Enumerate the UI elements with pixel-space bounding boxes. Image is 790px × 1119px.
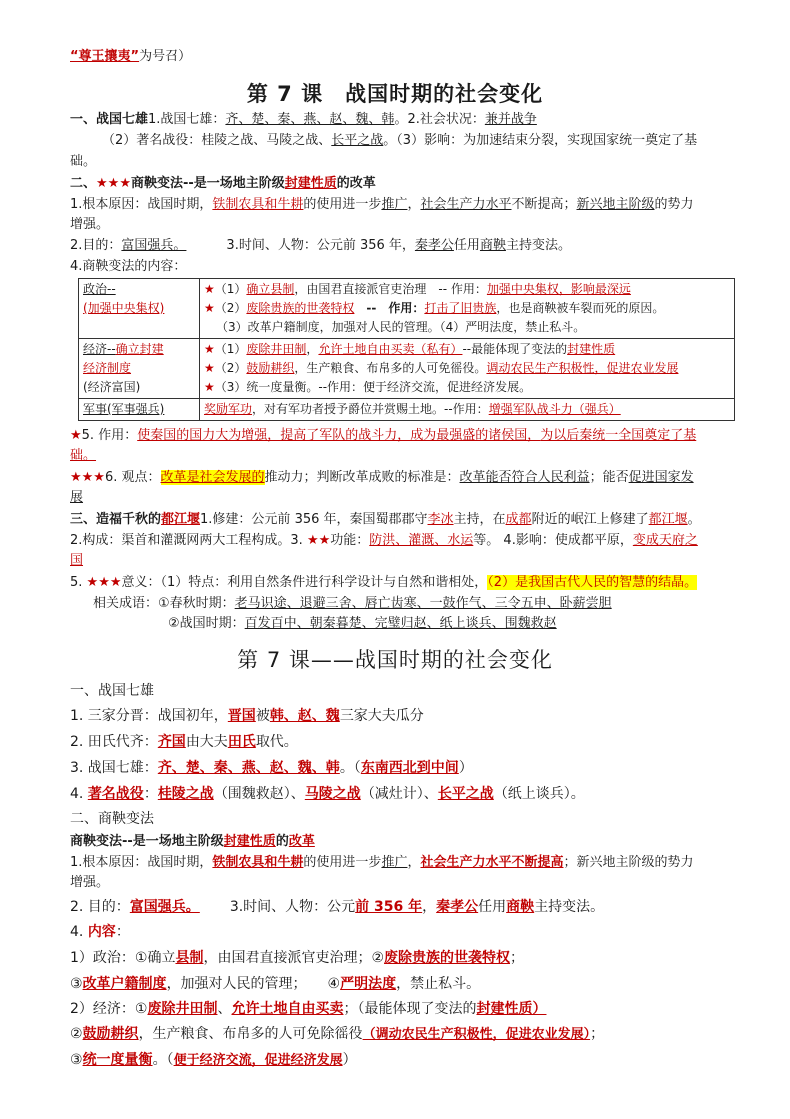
s2-root2	[70, 215, 750, 235]
t-text: （1）	[214, 342, 247, 356]
s3-heading-b: 都江堰	[161, 512, 201, 527]
p2-gz	[70, 1023, 750, 1046]
view-d: 改革能否符合人民利益	[459, 470, 590, 485]
t-text: --最能体现了变法的	[462, 342, 568, 356]
p2-hu	[70, 973, 750, 995]
t-text: 奖励军功	[204, 402, 253, 416]
s3-text: 附近的岷江上修建了	[531, 512, 649, 527]
s1-line1	[70, 110, 750, 130]
table-row	[79, 279, 735, 339]
star-icon: ★	[204, 361, 215, 375]
p2-goal	[70, 896, 750, 918]
s3-text: 国	[70, 553, 84, 568]
p2-text: 秦孝公	[436, 899, 479, 915]
t-text: ，由国君直接派官吏治理 -- 作用：	[294, 282, 487, 296]
t-text: ，	[306, 342, 319, 356]
s3-text: 变成天府之	[632, 533, 698, 548]
effect-line2	[70, 446, 750, 466]
content-label: 4.商鞅变法的内容：	[70, 259, 187, 274]
changping: 长平之战	[437, 786, 494, 802]
t-text: （3）统一度量衡。--作用：便于经济交流，促进经济发展。	[214, 380, 532, 394]
s1-line2	[102, 131, 750, 151]
t-text: 封建性质	[567, 342, 616, 356]
seven-states: 齐、楚、秦、燕、赵、魏、韩	[225, 112, 395, 127]
goal: 富国强兵。	[121, 238, 187, 253]
label-politics-b: (加强中央集权)	[83, 301, 165, 315]
label-mil: 军事(军事强兵)	[83, 402, 165, 416]
p2-l2	[70, 731, 750, 753]
top-note-rest: 为号召）	[139, 49, 192, 64]
s3-text: 意义：（1）特点：利用自然条件进行科学设计与自然和谐相处，	[121, 575, 488, 590]
star-icon: ★	[204, 380, 215, 394]
s1-text-b: 。2.社会状况：	[394, 112, 485, 127]
p2-text: （围魏救赵）、	[213, 786, 305, 802]
p2-text: 的使用进一步	[303, 855, 382, 870]
s1-text: 1.战国七雄：	[148, 112, 226, 127]
p2-content	[70, 921, 750, 943]
idioms-warring: 百发百中、朝秦暮楚、完璧归赵、纸上谈兵、围魏救赵	[244, 616, 557, 631]
idiom-line2	[168, 614, 750, 634]
view-b: 改革是社会发展的	[160, 470, 265, 485]
p2-eco	[70, 998, 750, 1020]
guiling: 桂陵之战	[157, 786, 214, 802]
star-icon: ★★★	[96, 176, 131, 191]
p2-text: 1）政治：①确立	[70, 950, 176, 966]
view-c: 推动力；判断改革成败的标准是：	[264, 470, 460, 485]
p2-text: ；	[590, 1026, 605, 1042]
star-icon: ★★★	[86, 575, 122, 590]
p2-text: ，生产粮食、布帛多的人可免除徭役	[138, 1026, 363, 1042]
s3-line1	[70, 510, 750, 530]
p2-text: 4.	[70, 924, 88, 940]
p2-text: 废除井田制	[147, 1001, 218, 1017]
root-e: 社会生产力水平	[420, 197, 512, 212]
p2-text: 3. 战国七雄：	[70, 760, 158, 776]
p2-text: 封建性质	[223, 834, 276, 849]
p2-text: 内容	[87, 924, 116, 940]
social-status: 兼并战争	[484, 112, 537, 127]
p2-text: （减灶计）、	[360, 786, 438, 802]
p2-text: 富国强兵。	[129, 899, 200, 915]
root-i: 增强。	[70, 217, 110, 232]
t-text: ，也是商鞅被车裂而死的原因。	[496, 301, 665, 315]
p2-text: 的	[275, 834, 289, 849]
functions: 防洪、灌溉、水运	[369, 533, 474, 548]
p2-text: 1.根本原因：战国时期，	[70, 855, 213, 870]
effect-d: 础。	[70, 448, 97, 463]
row-content	[200, 339, 735, 399]
top-note	[70, 47, 750, 67]
p2-text: ，加强对人民的管理； ④	[166, 976, 341, 992]
p2-text: 、	[217, 1001, 232, 1017]
p2-text: ，	[407, 855, 421, 870]
p2-text: （调动农民生产积极性，促进农业发展）	[362, 1027, 591, 1042]
root-tools: 铁制农具和牛耕	[212, 197, 304, 212]
p2-text: 严明法度	[340, 976, 397, 992]
p2-text: 1. 三家分晋：战国初年，	[70, 708, 228, 724]
person: 秦孝公	[414, 238, 454, 253]
p2-text: 社会生产力水平不断提高	[420, 855, 564, 870]
t-text: 废除贵族的世袭特权	[246, 301, 355, 315]
page-title: 第 7 课 战国时期的社会变化	[246, 82, 544, 106]
page-title-2: 第 7 课——战国时期的社会变化	[237, 648, 553, 672]
p2-pol	[70, 947, 750, 969]
root-d: ，	[407, 197, 421, 212]
s2-title: 商鞅变法--是一场地主阶级	[130, 176, 285, 191]
p2-text: 县制	[175, 950, 204, 966]
view-line	[70, 468, 750, 488]
s3-text: 等。 4.影响：使成都平原，	[473, 533, 633, 548]
t-text: （1）	[214, 282, 247, 296]
s2-goal	[70, 236, 750, 256]
chengdu: 成都	[505, 512, 532, 527]
p2-text: 任用	[478, 899, 507, 915]
p2-text: （纸上谈兵）。	[493, 786, 585, 802]
p2-text: ）	[458, 760, 473, 776]
p2-text: 允许土地自由买卖	[231, 1001, 344, 1017]
root-g: 新兴地主阶级	[576, 197, 655, 212]
p2-text: 2）经济：①	[70, 1001, 148, 1017]
label-politics: 政治--	[83, 282, 116, 296]
s3-text: 2.构成：渠首和灌溉网两大工程构成。3.	[70, 533, 307, 548]
s2-root	[70, 195, 750, 215]
battles-label: （2）著名战役：桂陵之战、马陵之战、	[102, 133, 332, 148]
p2-text: ③	[70, 1052, 83, 1068]
effect-line	[70, 426, 750, 446]
battles: 著名战役	[87, 786, 144, 802]
s2-title-end: 的改革	[336, 176, 376, 191]
idiom-line1	[93, 594, 750, 614]
effect-label: 5. 作用：	[81, 428, 138, 443]
s3-line3	[70, 551, 750, 571]
effect-b: 使秦国的国力大为增强，提高了军队的战斗力，成为最强盛的诸侯国，	[137, 428, 541, 443]
three-families: 韩、赵、魏	[269, 708, 340, 724]
t-text: 增强军队战斗力（强兵）	[488, 402, 621, 416]
view-e: ；能否	[589, 470, 629, 485]
p2-text: 鼓励耕织	[82, 1026, 139, 1042]
p2-text: ；	[510, 950, 525, 966]
jin: 晋国	[227, 708, 256, 724]
s3-text: 主持，在	[453, 512, 506, 527]
table-row	[79, 399, 735, 421]
li-bing: 李冰	[427, 512, 454, 527]
battle-changping: 长平之战	[331, 133, 384, 148]
star-icon: ★	[70, 428, 82, 443]
p2-text: 。（	[339, 760, 361, 776]
s1-effect: 。（3）影响：为加速结束分裂，实现国家统一奠定了基	[383, 133, 698, 148]
root-h: 的势力	[654, 197, 694, 212]
p2-text: 推广	[381, 855, 408, 870]
p2-text: 商鞅	[506, 899, 535, 915]
p2-text: ，禁止私斗。	[396, 976, 481, 992]
idiom-label-2: ②战国时期：	[168, 616, 245, 631]
root-c: 推广	[381, 197, 408, 212]
s2-title-u: 封建性质	[284, 176, 337, 191]
t-text: 打击了旧贵族	[424, 301, 497, 315]
t-text: -- 作用：	[354, 301, 425, 315]
label-eco-d: (经济富国)	[83, 380, 141, 394]
time-label: 3.时间、人物：公元前 356 年，	[226, 238, 415, 253]
p2-text: 被	[255, 708, 270, 724]
s3-text: 。	[687, 512, 701, 527]
star-icon: ★★	[306, 533, 331, 548]
p2-text: 铁制农具和牛耕	[212, 855, 304, 870]
time-b: 任用	[453, 238, 480, 253]
t-text: ，生产粮食、布帛多的人可免徭役。	[294, 361, 487, 375]
t-text: 允许土地自由买卖（私有）	[318, 342, 463, 356]
p2-text: 由大夫	[185, 734, 228, 750]
slogan: “尊王攘夷”	[70, 49, 140, 64]
qi: 齐国	[157, 734, 186, 750]
s3-highlight: （2）是我国古代人民的智慧的结晶。	[487, 575, 698, 590]
effect-c: 为以后秦统一全国奠定了基	[540, 428, 697, 443]
t-text: 确立县制	[246, 282, 295, 296]
root-f: 不断提高；	[511, 197, 577, 212]
p2-dl	[70, 1049, 750, 1072]
star-icon: ★	[204, 301, 215, 315]
seven: 齐、楚、秦、燕、赵、魏、韩	[157, 760, 340, 776]
p2-l1	[70, 705, 750, 727]
p2-text: 2. 田氏代齐：	[70, 734, 158, 750]
p2-h2: 二、商鞅变法	[70, 811, 154, 827]
view-label: 6. 观点：	[104, 470, 161, 485]
p2-text: 废除贵族的世袭特权	[384, 950, 511, 966]
p2-text: 4.	[70, 786, 88, 802]
s2-num: 二、	[70, 176, 97, 191]
t-text: （3）改革户籍制度，加强对人民的管理。（4）严明法度，禁止私斗。	[216, 320, 586, 334]
p2-text: 便于经济交流，促进经济发展	[173, 1053, 343, 1068]
view-line2	[70, 488, 750, 508]
s1-effect-end: 础。	[70, 154, 97, 169]
s3-text: 5.	[70, 575, 87, 590]
idiom-label: 相关成语：①春秋时期：	[93, 596, 235, 611]
root-b: 的使用进一步	[303, 197, 382, 212]
s1-line3	[70, 152, 750, 172]
dujiangyan: 都江堰	[648, 512, 688, 527]
p2-root2: 增强。	[70, 875, 110, 890]
p2-text: 前 356 年	[355, 899, 423, 915]
p2-text: ）	[342, 1052, 357, 1068]
root-a: 1.根本原因：战国时期，	[70, 197, 213, 212]
s2-heading	[70, 174, 750, 194]
row-label	[79, 399, 200, 421]
idioms-spring-autumn: 老马识途、退避三舍、唇亡齿寒、一鼓作气、三令五申、卧薪尝胆	[234, 596, 612, 611]
view-g: 展	[70, 490, 84, 505]
star-icon: ★	[204, 282, 215, 296]
star-icon: ★	[204, 342, 215, 356]
s3-text: 1.修建：公元前 356 年，秦国蜀郡郡守	[200, 512, 428, 527]
p2-text: 封建性质）	[476, 1001, 547, 1017]
p2-sub	[70, 832, 750, 852]
goal-label: 2.目的：	[70, 238, 122, 253]
p2-text: ：	[143, 786, 158, 802]
p2-text: 商鞅变法--是一场地主阶级	[70, 834, 224, 849]
s1-heading: 一、战国七雄	[70, 112, 149, 127]
label-eco: 经济--	[83, 342, 116, 356]
p2-text: 主持变法。	[534, 899, 605, 915]
p2-text: 三家大夫瓜分	[339, 708, 424, 724]
p2-text: 改革户籍制度	[82, 976, 167, 992]
p2-text: ：	[115, 924, 130, 940]
p2-text: 取代。	[255, 734, 298, 750]
row-label	[79, 339, 200, 399]
maling: 马陵之战	[304, 786, 361, 802]
t-text: 加强中央集权，影响最深远	[486, 282, 631, 296]
shang-yang: 商鞅	[479, 238, 506, 253]
row-label	[79, 279, 200, 339]
view-f: 促进国家发	[628, 470, 694, 485]
p2-text: ，由国君直接派官吏治理；②	[203, 950, 385, 966]
t-text: （2）	[214, 301, 247, 315]
s3-text: 功能：	[330, 533, 370, 548]
reform-table	[78, 278, 735, 421]
t-text: （2）	[214, 361, 247, 375]
time-c: 主持变法。	[505, 238, 571, 253]
p2-text: 3.时间、人物：公元	[229, 899, 356, 915]
direction: 东南西北到中间	[360, 760, 459, 776]
t-text: 调动农民生产积极性，促进农业发展	[486, 361, 679, 375]
t-text: ，对有军功者授予爵位并赏赐土地。--作用：	[252, 402, 489, 416]
row-content	[200, 279, 735, 339]
p2-text: ②	[70, 1026, 83, 1042]
star-icon: ★★★	[70, 470, 105, 485]
p2-text: 。（	[152, 1052, 174, 1068]
p2-text: ；（最能体现了变法的	[343, 1001, 477, 1017]
p2-text: ，	[422, 899, 437, 915]
p2-text: ③	[70, 976, 83, 992]
s3-line2	[70, 531, 750, 551]
t-text: 鼓励耕织	[246, 361, 295, 375]
tian: 田氏	[227, 734, 256, 750]
p2-l3	[70, 757, 750, 779]
label-eco-c: 经济制度	[83, 361, 132, 375]
label-eco-b: 确立封建	[115, 342, 164, 356]
p2-text: 改革	[288, 834, 315, 849]
p2-text: ；新兴地主阶级的势力	[563, 855, 694, 870]
p2-l4	[70, 783, 750, 805]
row-content	[200, 399, 735, 421]
p2-root	[70, 853, 750, 873]
table-row	[79, 339, 735, 399]
p2-text: 2. 目的：	[70, 899, 130, 915]
s3-heading: 三、造福千秋的	[70, 512, 162, 527]
s3-line4	[70, 573, 750, 593]
p2-text: 统一度量衡	[82, 1052, 153, 1068]
t-text: 废除井田制	[246, 342, 307, 356]
p2-h1: 一、战国七雄	[70, 683, 154, 699]
